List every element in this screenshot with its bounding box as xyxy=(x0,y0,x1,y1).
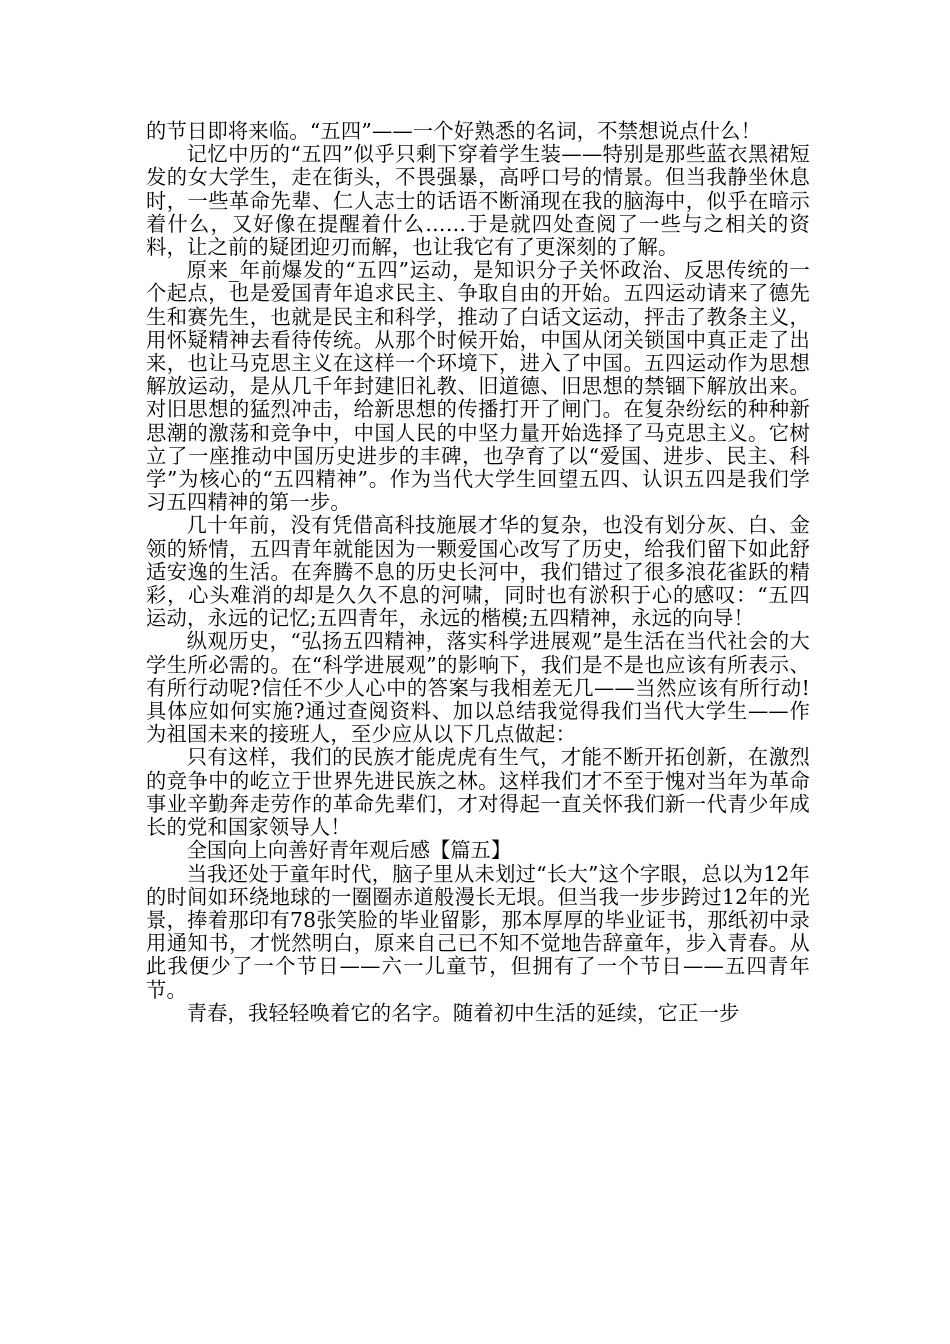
paragraph-2: 记忆中历的“五四”似乎只剩下穿着学生装——特别是那些蓝衣黑裙短发的女大学生，走在街头，不畏强暴，高呼口号的情景。但当我静坐休息时，一些革命先辈、仁人志士的话语不断涌现在我的脑海中，似乎在暗示着什么，又好像在提醒着什么……于是就四处查阅了一些与之相关的资料，让之前的疑团迎刃而解，也让我它有了更深刻的了解。 xyxy=(146,142,810,260)
paragraph-5: 纵观历史，“弘扬五四精神，落实科学进展观”是生活在当代社会的大学生所必需的。在“科学进展观”的影响下，我们是不是也应该有所表示、有所行动呢?信任不少人心中的答案与我相差无几——当然应该有所行动!具体应如何实施?通过查阅资料、加以总结我觉得我们当代大学生——作为祖国未来的接班人，至少应从以下几点做起： xyxy=(146,629,810,747)
paragraph-3: 原来_年前爆发的“五四”运动，是知识分子关怀政治、反思传统的一个起点，也是爱国青年追求民主、争取自由的开始。五四运动请来了德先生和赛先生，也就是民主和科学，推动了白话文运动，抨击了教条主义，用怀疑精神去看待传统。从那个时候开始，中国从闭关锁国中真正走了出来，也让马克思主义在这样一个环境下，进入了中国。五四运动作为思想解放运动，是从几千年封建旧礼教、旧道德、旧思想的禁锢下解放出来。对旧思想的猛烈冲击，给新思想的传播打开了闸门。在复杂纷纭的种种新思潮的激荡和竞争中，中国人民的中坚力量开始选择了马克思主义。它树立了一座推动中国历史进步的丰碑，也孕育了以“爱国、进步、民主、科学”为核心的“五四精神”。作为当代大学生回望五四、认识五四是我们学习五四精神的第一步。 xyxy=(146,258,810,515)
paragraph-8: 青春，我轻轻唤着它的名字。随着初中生活的延续，它正一步 xyxy=(186,1000,740,1025)
paragraph-1: 的节日即将来临。“五四”——一个好熟悉的名词，不禁想说点什么！ xyxy=(146,119,762,143)
paragraph-6: 只有这样，我们的民族才能虎虎有生气，才能不断开拓创新，在激烈的竞争中的屹立于世界先进民族之林。这样我们才不至于愧对当年为革命事业辛勤奔走劳作的革命先辈们，才对得起一直关怀我们新一代青少年成长的党和国家领导人！ xyxy=(146,745,810,840)
section-heading: 全国向上向善好青年观后感【篇五】 xyxy=(186,838,512,863)
document-body xyxy=(146,120,810,1025)
paragraph-4: 几十年前，没有凭借高科技施展才华的复杂，也没有划分灰、白、金领的矫情，五四青年就能因为一颗爱国心改写了历史，给我们留下如此舒适安逸的生活。在奔腾不息的历史长河中，我们错过了很多浪花雀跃的精彩，心头难消的却是久久不息的河啸，同时也有淤积于心的感叹：“五四运动，永远的记忆;五四青年，永远的楷模;五四精神，永远的向导！ xyxy=(146,513,810,631)
paragraph-7: 当我还处于童年时代，脑子里从未划过“长大”这个字眼，总以为12年的时间如环绕地球的一圈圈赤道般漫长无垠。但当我一步步跨过12年的光景，捧着那印有78张笑脸的毕业留影，那本厚厚的毕业证书，那纸初中录用通知书，才恍然明白，原来自己已不知不觉地告辞童年，步入青春。从此我便少了一个节日——六一儿童节，但拥有了一个节日——五四青年节。 xyxy=(146,861,810,1002)
